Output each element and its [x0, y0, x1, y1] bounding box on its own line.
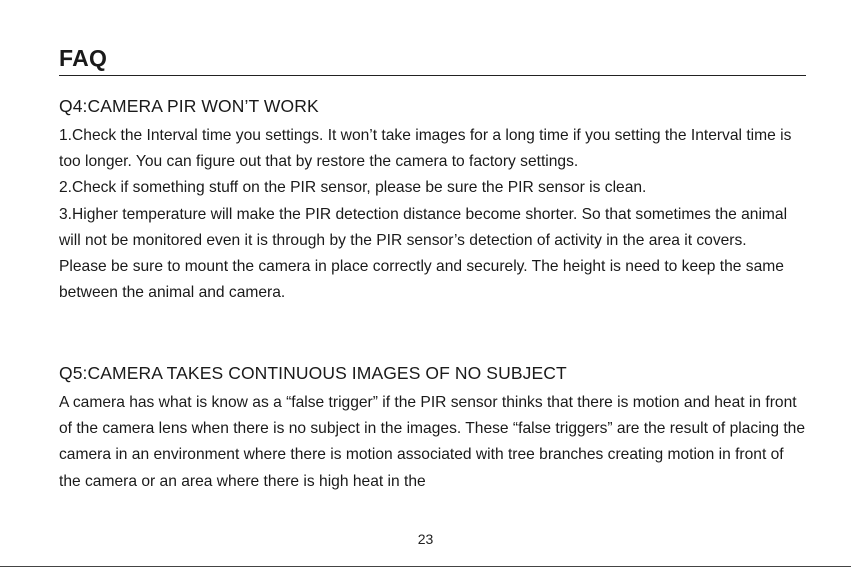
- paragraph: A camera has what is know as a “false trigger” if the PIR sensor thinks that there is motion and heat in front of the camera lens when there is no subject in the images. These “false triggers” are the result of placing the camera in an environment where there is motion associated with tree branches creating motion in front of the camera or an area where there is high heat in the: [59, 394, 806, 490]
- paragraph: Please be sure to mount the camera in place correctly and securely. The height is need to keep the same between the animal and camera.: [59, 258, 784, 302]
- section-heading: Q4:CAMERA PIR WON’T WORK: [59, 96, 319, 116]
- section-heading: Q5:CAMERA TAKES CONTINUOUS IMAGES OF NO SUBJECT: [59, 363, 567, 383]
- paragraph: 1.Check the Interval time you settings. It won’t take images for a long time if you setting the Interval time is too longer. You can figure out that by restore the camera to factory settings.: [59, 127, 792, 171]
- paragraph: 2.Check if something stuff on the PIR sensor, please be sure the PIR sensor is clean.: [59, 179, 647, 197]
- faq-section-q4: [59, 95, 809, 306]
- footer-divider: [0, 566, 851, 567]
- title-divider: [59, 75, 806, 76]
- page-title: FAQ: [59, 45, 108, 71]
- section-body: [59, 390, 809, 495]
- paragraph: 3.Higher temperature will make the PIR detection distance become shorter. So that sometimes the animal will not be monitored even it is through by the PIR sensor’s detection of activity in the area it covers.: [59, 205, 788, 249]
- faq-section-q5: [59, 362, 809, 495]
- page-number: 23: [417, 531, 434, 547]
- section-body: [59, 123, 809, 306]
